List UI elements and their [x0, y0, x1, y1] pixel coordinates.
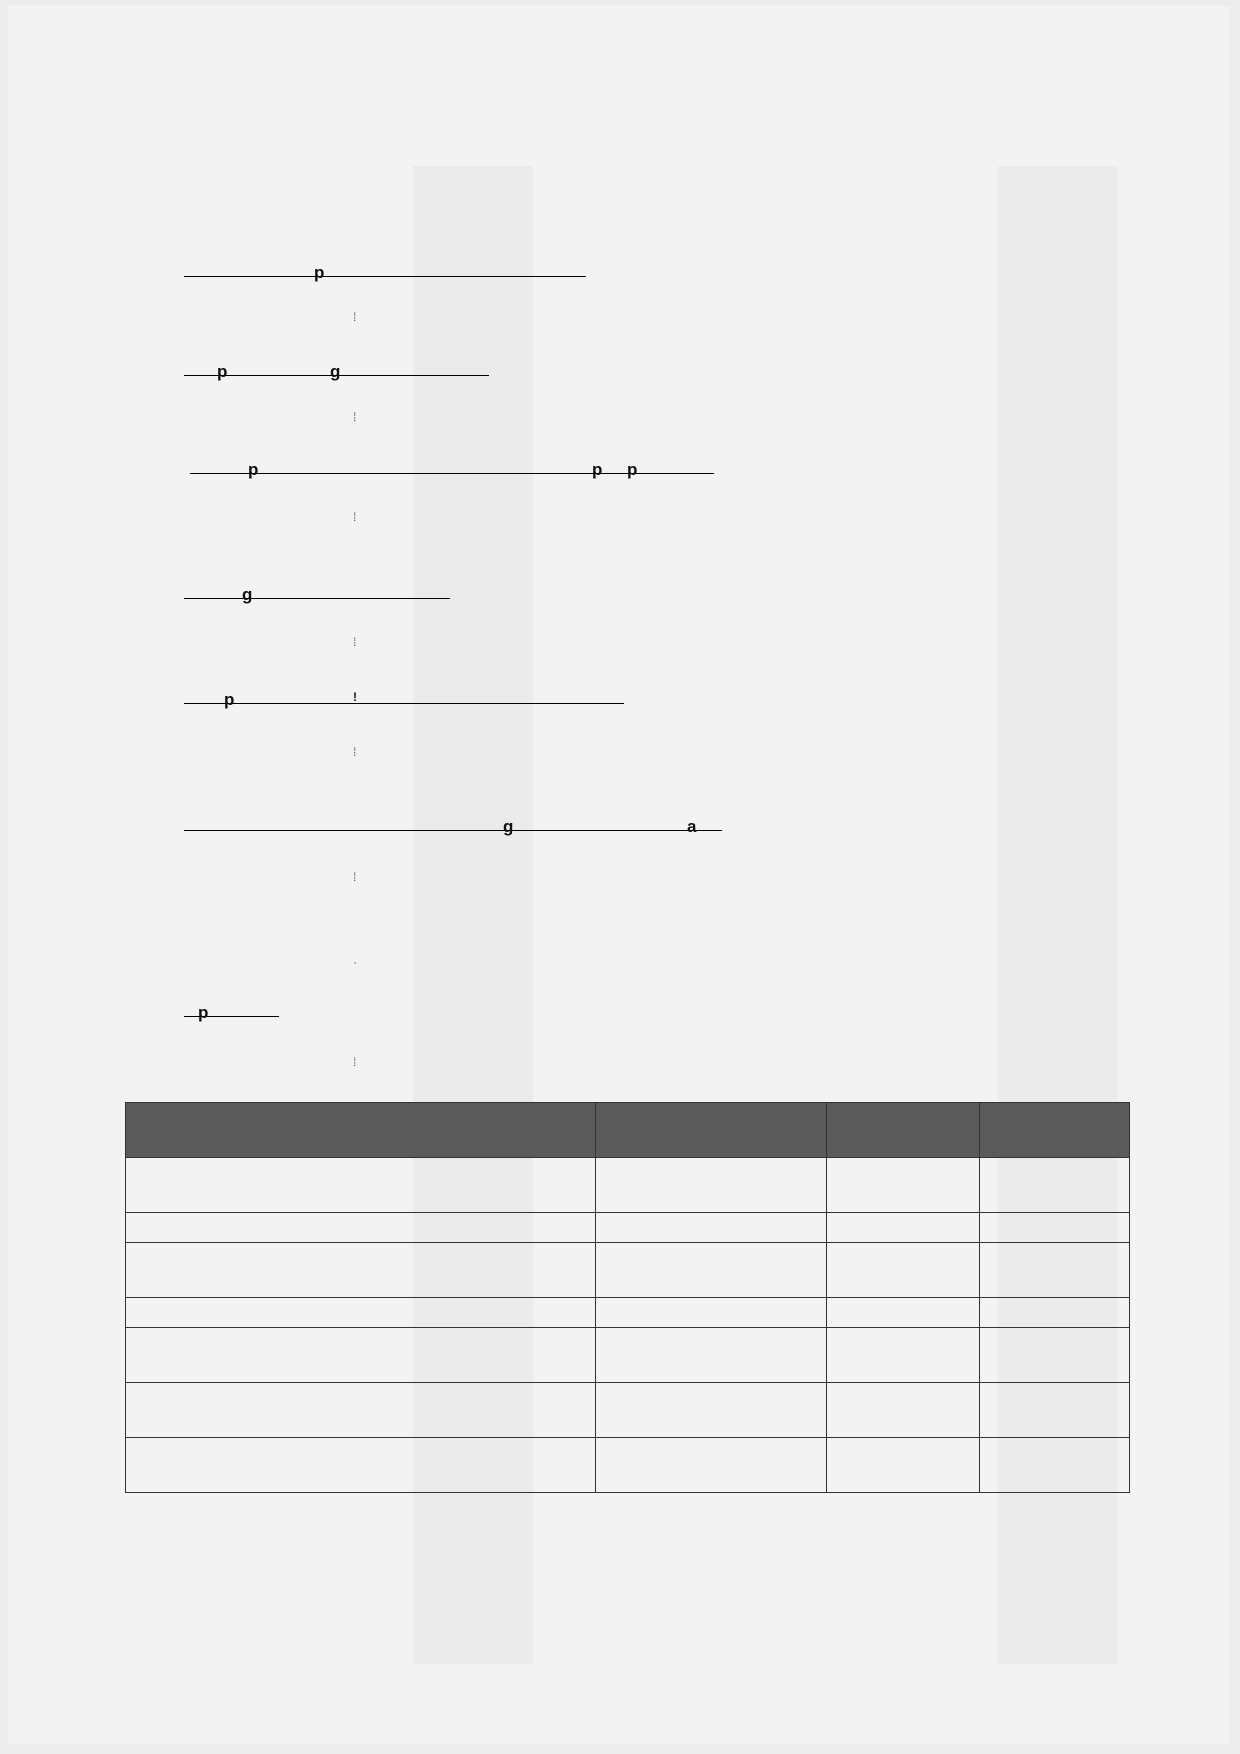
table-row [126, 1213, 1130, 1243]
table-cell[interactable] [126, 1158, 596, 1213]
table-cell[interactable] [827, 1243, 980, 1298]
table-header-cell [980, 1103, 1130, 1158]
separator-mark: ⁞ [353, 745, 357, 759]
form-underline-6 [184, 830, 722, 831]
table-header-cell [126, 1103, 596, 1158]
table-cell[interactable] [827, 1383, 980, 1438]
table-row [126, 1158, 1130, 1213]
form-glyph: p [314, 263, 325, 282]
data-table [125, 1102, 1130, 1493]
table-header-cell [827, 1103, 980, 1158]
table-row [126, 1298, 1130, 1328]
form-glyph: g [503, 817, 514, 836]
table-cell[interactable] [980, 1243, 1130, 1298]
table-cell[interactable] [980, 1213, 1130, 1243]
form-glyph: p [217, 362, 228, 381]
table-cell[interactable] [596, 1438, 827, 1493]
form-glyph: g [330, 362, 341, 381]
form-glyph: ! [353, 690, 357, 704]
form-underline-1 [184, 276, 586, 277]
form-underline-4 [184, 598, 450, 599]
table-cell[interactable] [126, 1328, 596, 1383]
table-cell[interactable] [980, 1298, 1130, 1328]
table-row [126, 1243, 1130, 1298]
table-cell[interactable] [126, 1213, 596, 1243]
form-glyph: a [687, 817, 697, 836]
form-underline-5 [184, 703, 624, 704]
table-cell[interactable] [980, 1438, 1130, 1493]
table-cell[interactable] [596, 1298, 827, 1328]
separator-mark: · [353, 955, 357, 969]
table-cell[interactable] [980, 1383, 1130, 1438]
separator-mark: ⁞ [353, 310, 357, 324]
separator-mark: ⁞ [353, 1055, 357, 1069]
table-cell[interactable] [126, 1243, 596, 1298]
table-cell[interactable] [980, 1328, 1130, 1383]
table-row [126, 1438, 1130, 1493]
separator-mark: ⁞ [353, 635, 357, 649]
form-glyph: g [242, 585, 253, 604]
separator-mark: ⁞ [353, 410, 357, 424]
form-glyph: p [592, 460, 603, 479]
table-cell[interactable] [827, 1438, 980, 1493]
table-cell[interactable] [827, 1298, 980, 1328]
separator-mark: ⁞ [353, 870, 357, 884]
table-cell[interactable] [827, 1158, 980, 1213]
table-cell[interactable] [980, 1158, 1130, 1213]
form-glyph: p [224, 690, 235, 709]
table-cell[interactable] [596, 1213, 827, 1243]
table-row [126, 1328, 1130, 1383]
table-cell[interactable] [827, 1328, 980, 1383]
form-glyph: p [627, 460, 638, 479]
form-glyph: p [198, 1003, 209, 1022]
table-header-row [126, 1103, 1130, 1158]
table-cell[interactable] [827, 1213, 980, 1243]
table-cell[interactable] [126, 1298, 596, 1328]
table-header-cell [596, 1103, 827, 1158]
table-cell[interactable] [596, 1383, 827, 1438]
table-row [126, 1383, 1130, 1438]
separator-mark: ⁞ [353, 510, 357, 524]
table-cell[interactable] [596, 1243, 827, 1298]
form-glyph: p [248, 460, 259, 479]
table-cell[interactable] [596, 1158, 827, 1213]
table-cell[interactable] [596, 1328, 827, 1383]
table-cell[interactable] [126, 1438, 596, 1493]
document-page [8, 6, 1230, 1744]
table-cell[interactable] [126, 1383, 596, 1438]
